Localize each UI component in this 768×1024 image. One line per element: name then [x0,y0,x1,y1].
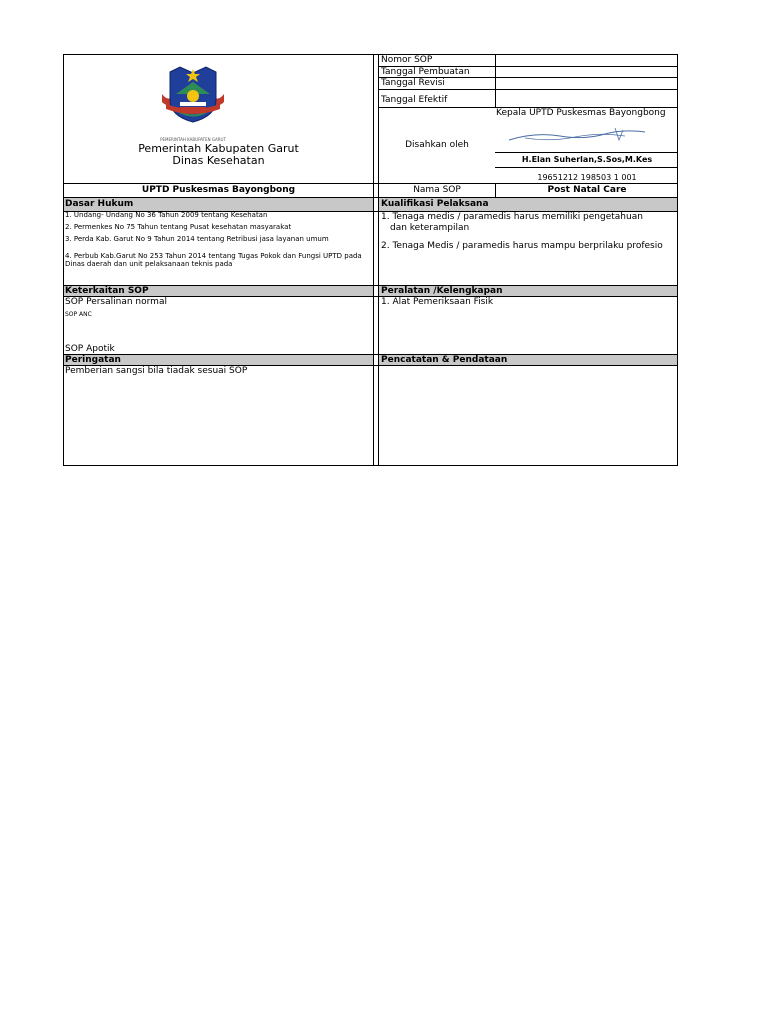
peringatan-item: Pemberian sangsi bila tiadak sesuai SOP [65,366,248,376]
disahkan-label: Disahkan oleh [405,140,469,150]
kepala-nip: 19651212 198503 1 001 [537,173,637,182]
column-divider [373,54,374,466]
signature [505,122,655,148]
kepala-name: H.Elan Suherlan,S.Sos,M.Kes [521,155,653,164]
peralatan-title: Peralatan /Kelengkapan [381,286,503,296]
pencatatan-title: Pencatatan & Pendataan [381,355,508,365]
keterkaitan-item: SOP ANC [65,311,92,318]
dasar-hukum-item: 4. Perbub Kab.Garut No 253 Tahun 2014 tentang Tugas Pokok dan Fungsi UPTD pada Dinas daerah dan unit pelaksanaan teknis pada [65,252,362,268]
keterkaitan-item: SOP Persalinan normal [65,297,167,307]
org-department: Dinas Kesehatan [172,154,265,167]
kepala-title: Kepala UPTD Puskesmas Bayongbong [496,108,666,118]
tanggal-revisi-label: Tanggal Revisi [381,78,445,88]
kualifikasi-item: 1. Tenaga medis / paramedis harus memiliki pengetahuan [381,212,643,222]
logo-caption: PEMERINTAH KABUPATEN GARUT [160,137,226,142]
kualifikasi-item: 2. Tenaga Medis / paramedis harus mampu berprilaku profesio [381,241,663,251]
dasar-hukum-item: 2. Permenkes No 75 Tahun tentang Pusat kesehatan masyarakat [65,223,292,231]
peralatan-item: 1. Alat Pemeriksaan Fisik [381,297,494,307]
tanggal-pembuatan-label: Tanggal Pembuatan [381,67,470,77]
kualifikasi-title: Kualifikasi Pelaksana [381,199,489,209]
nomor-sop-label: Nomor SOP [381,55,433,65]
nama-sop-label: Nama SOP [413,185,461,195]
keterkaitan-title: Keterkaitan SOP [65,286,149,296]
dasar-hukum-item: 3. Perda Kab. Garut No 9 Tahun 2014 tentang Retribusi jasa layanan umum [65,235,329,243]
dasar-hukum-title: Dasar Hukum [65,199,134,209]
peringatan-title: Peringatan [65,355,121,365]
org-name: Pemerintah Kabupaten Garut [138,142,299,155]
dasar-hukum-item: 1. Undang- Undang No 36 Tahun 2009 tentang Kesehatan [65,211,268,219]
garut-emblem [160,64,226,136]
tanggal-efektif-label: Tanggal Efektif [381,95,448,105]
unit-name: UPTD Puskesmas Bayongbong [141,185,296,195]
nama-sop-value: Post Natal Care [547,185,627,195]
kualifikasi-item: dan keterampilan [390,223,470,233]
keterkaitan-item: SOP Apotik [65,344,115,354]
